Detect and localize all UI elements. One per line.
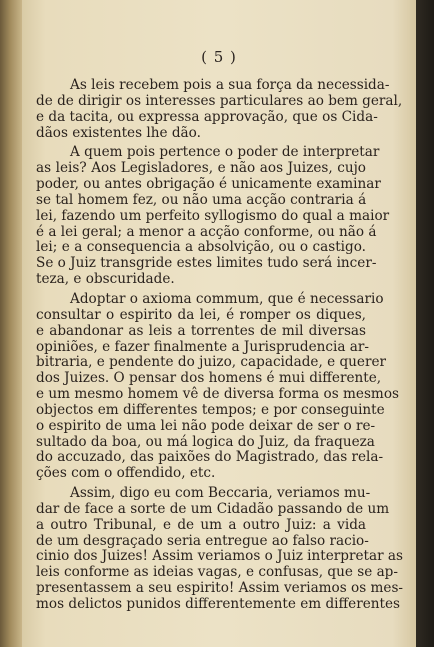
page-sheet bbox=[22, 0, 416, 647]
text-line: lei, fazendo um perfeito syllogismo do qual a maior bbox=[36, 207, 390, 224]
text-line: se tal homem fez, ou não uma acção contraria á bbox=[36, 191, 367, 208]
paragraph bbox=[36, 144, 390, 288]
book-gutter bbox=[0, 0, 22, 647]
text-line: objectos em differentes tempos; e por conseguinte bbox=[36, 401, 385, 418]
text-line: dãos existentes lhe dão. bbox=[36, 124, 201, 141]
text-line: teza, e obscuridade. bbox=[36, 271, 175, 288]
paragraph bbox=[36, 485, 404, 613]
text-line: sultado da boa, ou má logica do Juiz, da fraqueza bbox=[36, 433, 375, 450]
text-line: consultar o espirito da lei, é romper os diques, bbox=[36, 306, 366, 323]
text-line: a outro Tribunal, e de um a outro Juiz: a vida bbox=[36, 516, 366, 533]
text-line: de um desgraçado seria entregue ao falso racio- bbox=[36, 532, 369, 549]
text-line: do accuzado, das paixões do Magistrado, das rela- bbox=[36, 449, 384, 466]
text-line: Se o Juiz transgride estes limites tudo será incer- bbox=[36, 255, 377, 272]
text-line: as leis? Aos Legisladores, e não aos Juizes, cujo bbox=[36, 160, 366, 177]
text-line: Assim, digo eu com Beccaria, veriamos mu- bbox=[70, 485, 371, 502]
text-line: o espirito de uma lei não pode deixar de ser o re- bbox=[36, 417, 376, 434]
text-line: A quem pois pertence o poder de interpretar bbox=[70, 144, 380, 161]
page-number: ( 5 ) bbox=[201, 48, 237, 66]
text-line: leis conforme as ideias vagas, e confusas, que se ap- bbox=[36, 564, 398, 581]
text-line: ções com o offendido, etc. bbox=[36, 465, 216, 482]
text-line: dos Juizes. O pensar dos homens é mui differente, bbox=[36, 370, 382, 387]
paragraph bbox=[36, 290, 399, 482]
text-line: é a lei geral; a menor a acção conforme, ou não á bbox=[36, 223, 377, 240]
text-line: de de dirigir os interesses particulares ao bem geral, bbox=[36, 92, 403, 109]
text-line: Adoptar o axioma commum, que é necessario bbox=[70, 290, 384, 307]
text-line: e abandonar as leis a torrentes de mil diversas bbox=[36, 322, 366, 339]
text-line: e um mesmo homem vê de diversa forma os mesmos bbox=[36, 386, 399, 403]
page-edge-shadow bbox=[416, 0, 434, 647]
text-line: dar de face a sorte de um Cidadão passando de um bbox=[36, 500, 390, 517]
text-line: presentassem a seu espirito! Assim veriamos os mes- bbox=[36, 580, 404, 597]
text-line: poder, ou antes obrigação é unicamente examinar bbox=[36, 176, 381, 193]
text-line: bitraria, e pendente do juizo, capacidade, e querer bbox=[36, 354, 387, 371]
text-line: mos delictos punidos differentemente em differentes bbox=[36, 596, 400, 612]
text-line: opiniões, e fazer finalmente a Jurisprudencia ar- bbox=[36, 338, 369, 355]
text-line: lei; e a consequencia a absolvição, ou o castigo. bbox=[36, 239, 366, 256]
body-text bbox=[36, 77, 404, 613]
text-line: As leis recebem pois a sua força da necessida- bbox=[70, 77, 390, 93]
paragraph bbox=[36, 77, 403, 141]
text-line: cinio dos Juizes! Assim veriamos o Juiz interpretar as bbox=[36, 548, 404, 565]
text-line: e da tacita, ou expressa approvação, que os Cida- bbox=[36, 108, 378, 125]
